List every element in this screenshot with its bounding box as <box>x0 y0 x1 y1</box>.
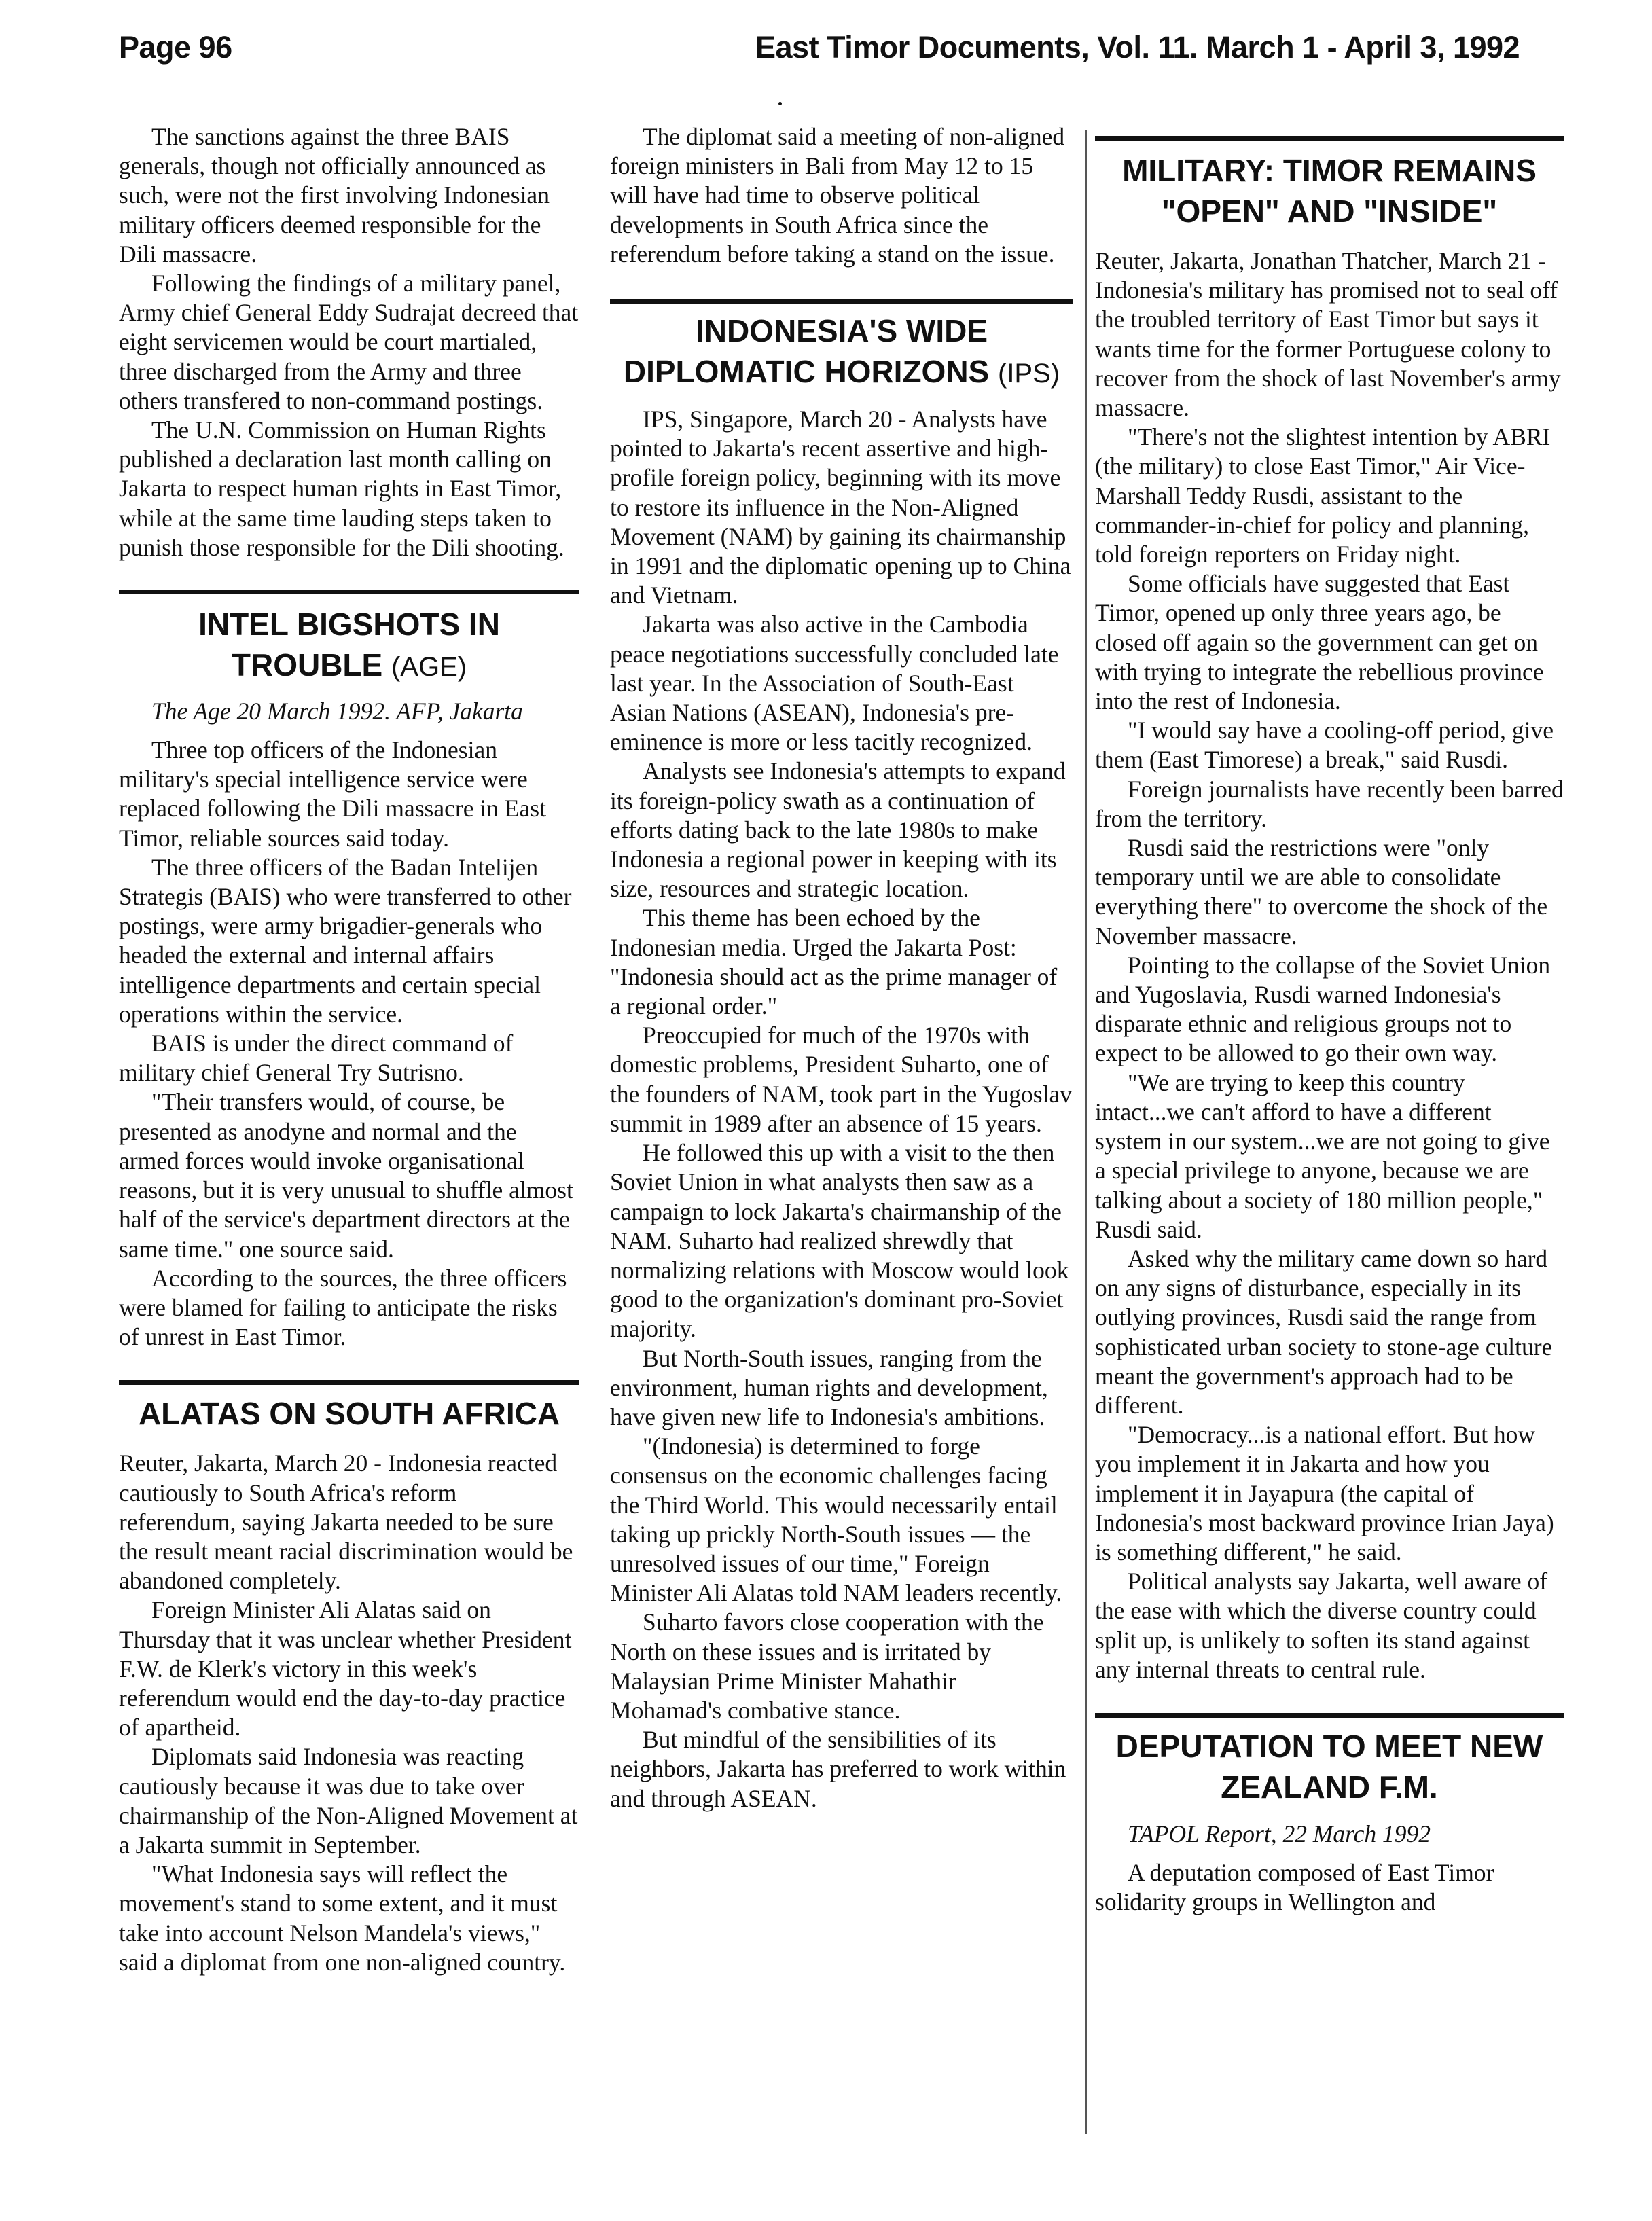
page-number: Page 96 <box>119 30 232 65</box>
paragraph: The diplomat said a meeting of non-aligned foreign ministers in Bali from May 12 to 15 will have had time to observe political developments in South Africa since the referendum before taking a stand on the issue. <box>610 123 1065 268</box>
paragraph: This theme has been echoed by the Indonesian media. Urged the Jakarta Post: "Indonesia should act as the prime manager of a regional order." <box>610 904 1058 1020</box>
paragraph: BAIS is under the direct command of military chief General Try Sutrisno. <box>119 1030 514 1087</box>
column-2 <box>610 122 1073 1813</box>
section-rule <box>1095 136 1564 141</box>
section-rule <box>1095 1713 1564 1718</box>
paragraph: Preoccupied for much of the 1970s with domestic problems, President Suharto, one of the founders of NAM, took part in the Yugoslav summit in 1989 after an absence of 15 years. <box>610 1022 1072 1137</box>
paragraph: "I would say have a cooling-off period, give them (East Timorese) a break," said Rusdi. <box>1095 717 1554 774</box>
paragraph: "We are trying to keep this country intact...we can't afford to have a different system in our system...we are not going to give a special privilege to anyone, because we are talking about a society of 180 million people," Rusdi said. <box>1095 1068 1550 1243</box>
article-title-alatas: ALATAS ON SOUTH AFRICA <box>138 1396 560 1432</box>
paragraph: Jakarta was also active in the Cambodia peace negotiations successfully concluded late last year. In the Association of South-East Asian Nations (ASEAN), Indonesia's pre-eminence is more or less tacitly recognized. <box>610 611 1059 756</box>
column-1 <box>119 122 579 1977</box>
paragraph: Some officials have suggested that East Timor, opened up only three years ago, be closed off again so the government can get on with trying to integrate the rebellious province into the rest of Indonesia. <box>1095 570 1544 715</box>
paragraph: "Democracy...is a national effort. But how you implement it in Jakarta and how you implement it in Jayapura (the capital of Indonesia's most backward province Irian Jaya) is something different," he said. <box>1095 1421 1554 1566</box>
article-title-deputation: DEPUTATION TO MEET NEW ZEALAND F.M. <box>1115 1728 1543 1805</box>
paragraph: "(Indonesia) is determined to forge consensus on the economic challenges facing the Third World. This would necessarily entail taking up prickly North-South issues — the unresolved issues of our time," Foreign Minister Ali Alatas told NAM leaders recently. <box>610 1432 1062 1607</box>
article-title-intel: INTEL BIGSHOTS IN TROUBLE (AGE) <box>198 607 500 683</box>
paragraph: Reuter, Jakarta, March 20 - Indonesia reacted cautiously to South Africa's reform referendum, saying Jakarta needed to be sure the result meant racial discrimination would be abandoned completely. <box>119 1449 573 1595</box>
paragraph: According to the sources, the three officers were blamed for failing to anticipate the risks of unrest in East Timor. <box>119 1264 567 1351</box>
paragraph: IPS, Singapore, March 20 - Analysts have pointed to Jakarta's recent assertive and high-profile foreign policy, beginning with its move to restore its influence in the Non-Aligned Movement (NAM) by gaining its chairmanship in 1991 and the diplomatic opening up to China and Vietnam. <box>610 405 1071 609</box>
paragraph: "Their transfers would, of course, be presented as anodyne and normal and the armed forces would invoke organisational reasons, but it is very unusual to shuffle almost half of the service's department directors at the same time." one source said. <box>119 1088 573 1263</box>
section-rule <box>119 590 579 594</box>
paragraph: But mindful of the sensibilities of its neighbors, Jakarta has preferred to work within and through ASEAN. <box>610 1726 1066 1812</box>
running-header: East Timor Documents, Vol. 11. March 1 - April 3, 1992 <box>755 30 1520 65</box>
paragraph: Political analysts say Jakarta, well aware of the ease with which the diverse country could split up, is unlikely to soften its stand against any internal threats to central rule. <box>1095 1568 1548 1683</box>
paragraph: Following the findings of a military panel, Army chief General Eddy Sudrajat decreed that eight servicemen would be court martialed, three discharged from the Army and three others transfered to non-command postings. <box>119 270 579 414</box>
paragraph: Suharto favors close cooperation with the North on these issues and is irritated by Malaysian Prime Minister Mahathir Mohamad's combative stance. <box>610 1608 1044 1724</box>
byline: TAPOL Report, 22 March 1992 <box>1128 1820 1431 1847</box>
section-rule <box>610 299 1073 304</box>
article-title-military: MILITARY: TIMOR REMAINS "OPEN" AND "INSIDE" <box>1122 153 1537 229</box>
paragraph: The U.N. Commission on Human Rights published a declaration last month calling on Jakarta to respect human rights in East Timor, while at the same time lauding steps taken to punish those responsible for the Dili shooting. <box>119 416 564 561</box>
paragraph: But North-South issues, ranging from the environment, human rights and development, have given new life to Indonesia's ambitions. <box>610 1344 1048 1430</box>
paragraph: "What Indonesia says will reflect the movement's stand to some extent, and it must take into account Nelson Mandela's views," said a diplomat from one non-aligned country. <box>119 1860 566 1976</box>
byline: The Age 20 March 1992. AFP, Jakarta <box>151 698 523 725</box>
paragraph: Diplomats said Indonesia was reacting cautiously because it was due to take over chairmanship of the Non-Aligned Movement at a Jakarta summit in September. <box>119 1743 578 1858</box>
column-divider <box>1085 130 1087 2134</box>
paragraph: He followed this up with a visit to the then Soviet Union in what analysts then saw as a campaign to lock Jakarta's chairmanship of the NAM. Suharto had realized shrewdly that normalizing relations with Moscow would look good to the organization's dominant pro-Soviet majority. <box>610 1139 1069 1343</box>
print-speck <box>778 102 782 105</box>
paragraph: Analysts see Indonesia's attempts to expand its foreign-policy swath as a continuation of efforts dating back to the late 1980s to make Indonesia a regional power in keeping with its size, resources and strategic location. <box>610 757 1066 903</box>
paragraph: A deputation composed of East Timor solidarity groups in Wellington and <box>1095 1858 1494 1916</box>
article-title-horizons: INDONESIA'S WIDE DIPLOMATIC HORIZONS (IPS) <box>623 313 1060 390</box>
paragraph: Pointing to the collapse of the Soviet Union and Yugoslavia, Rusdi warned Indonesia's disparate ethnic and religious groups not to expect to be allowed to go their own way. <box>1095 951 1551 1067</box>
paragraph: Rusdi said the restrictions were "only temporary until we are able to consolidate everything there" to overcome the shock of the November massacre. <box>1095 834 1548 950</box>
paragraph: The three officers of the Badan Intelijen Strategis (BAIS) who were transferred to other postings, were army brigadier-generals who headed the external and internal affairs intelligence departments and certain special operations within the service. <box>119 853 572 1028</box>
column-3 <box>1095 122 1564 1917</box>
paragraph: Asked why the military came down so hard on any signs of disturbance, especially in its outlying provinces, Rusdi said the range from sophisticated urban society to stone-age culture meant the government's approach had to be different. <box>1095 1244 1553 1419</box>
section-rule <box>119 1380 579 1385</box>
paragraph: Reuter, Jakarta, Jonathan Thatcher, March 21 - Indonesia's military has promised not to seal off the troubled territory of East Timor but says it wants time for the former Portuguese colony to recover from the shock of last November's army massacre. <box>1095 247 1561 422</box>
paragraph: Foreign Minister Ali Alatas said on Thursday that it was unclear whether President F.W. de Klerk's victory in this week's referendum would end the day-to-day practice of apartheid. <box>119 1596 572 1741</box>
paragraph: The sanctions against the three BAIS generals, though not officially announced as such, were not the first involving Indonesian military officers deemed responsible for the Dili massacre. <box>119 123 550 268</box>
paragraph: Three top officers of the Indonesian military's special intelligence service were replaced following the Dili massacre in East Timor, reliable sources said today. <box>119 736 546 852</box>
paragraph: Foreign journalists have recently been barred from the territory. <box>1095 775 1564 832</box>
paragraph: "There's not the slightest intention by ABRI (the military) to close East Timor," Air Vice-Marshall Teddy Rusdi, assistant to the commander-in-chief for policy and planning, told foreign reporters on Friday night. <box>1095 423 1551 568</box>
